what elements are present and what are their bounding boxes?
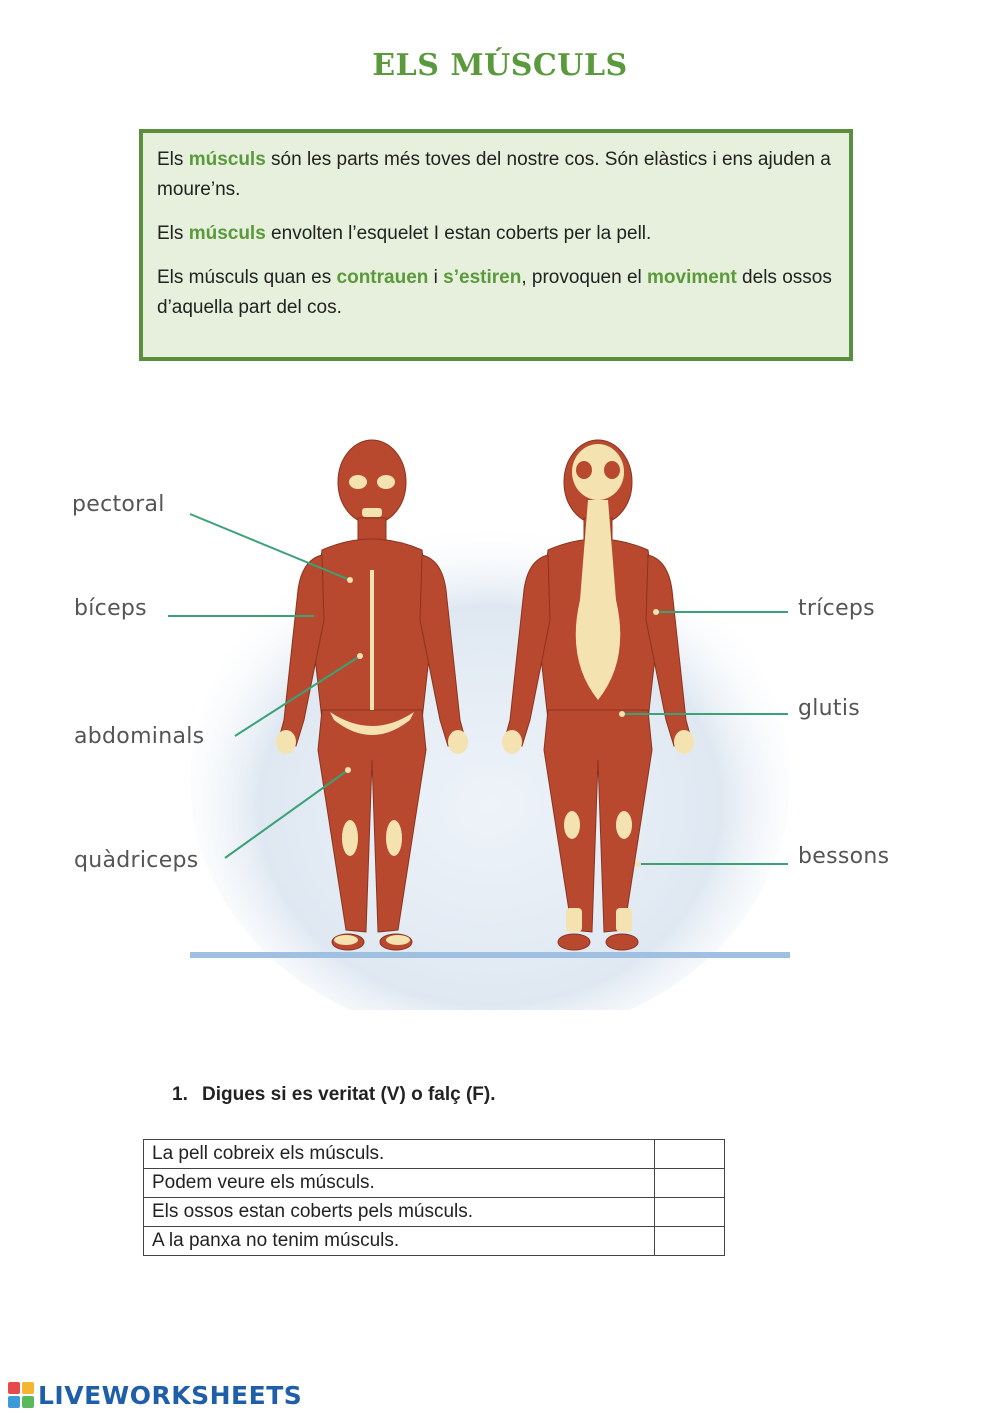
liveworksheets-logo-icon (8, 1382, 34, 1408)
leader-line-pectoral (190, 514, 350, 580)
table-row (144, 1140, 725, 1169)
exercise-number: 1. (172, 1084, 188, 1105)
label-glutes: glutis (798, 696, 861, 721)
statement-cell: Els ossos estan coberts pels músculs. (144, 1198, 655, 1227)
label-triceps: tríceps (798, 596, 875, 621)
keyword-stretch: s’estiren (443, 267, 522, 288)
info-paragraph-3: Els músculs quan es contrauen i s’estiren, provoquen el moviment dels ossos d’aquella part del cos. (157, 267, 832, 318)
table-row (144, 1198, 725, 1227)
label-biceps: bíceps (74, 596, 147, 621)
answer-field[interactable] (655, 1198, 725, 1227)
label-pectoral: pectoral (72, 492, 165, 517)
table-row (144, 1227, 725, 1256)
statement-cell: Podem veure els músculs. (144, 1169, 655, 1198)
exercise-text: Digues si es veritat (V) o falç (F). (202, 1084, 496, 1105)
true-false-table (143, 1139, 725, 1256)
muscle-diagram (60, 420, 920, 1010)
page-title: ELS MÚSCULS (372, 48, 628, 83)
muscle-illustration (60, 420, 920, 1010)
label-abdominals: abdominals (74, 724, 205, 749)
keyword-movement: moviment (647, 267, 737, 288)
label-quadriceps: quàdriceps (74, 848, 199, 873)
answer-field[interactable] (655, 1227, 725, 1256)
answer-field[interactable] (655, 1140, 725, 1169)
brand-name: LIVEWORKSHEETS (38, 1380, 303, 1410)
brand-footer (8, 1378, 302, 1412)
statement-cell: La pell cobreix els músculs. (144, 1140, 655, 1169)
keyword-muscles: músculs (188, 223, 266, 244)
info-paragraph-1: Els músculs són les parts més toves del nostre cos. Són elàstics i ens ajuden a moure’ns. (157, 149, 831, 200)
statement-cell: A la panxa no tenim músculs. (144, 1227, 655, 1256)
background-glow (190, 520, 790, 1010)
info-box (139, 129, 853, 361)
exercise-instruction (172, 1084, 496, 1106)
keyword-muscles: músculs (188, 149, 266, 170)
info-paragraph-2: Els músculs envolten l’esquelet I estan coberts per la pell. (157, 223, 652, 244)
keyword-contract: contrauen (336, 267, 429, 288)
table-row (144, 1169, 725, 1198)
ground-line (190, 952, 790, 958)
label-calves: bessons (798, 844, 890, 869)
answer-field[interactable] (655, 1169, 725, 1198)
